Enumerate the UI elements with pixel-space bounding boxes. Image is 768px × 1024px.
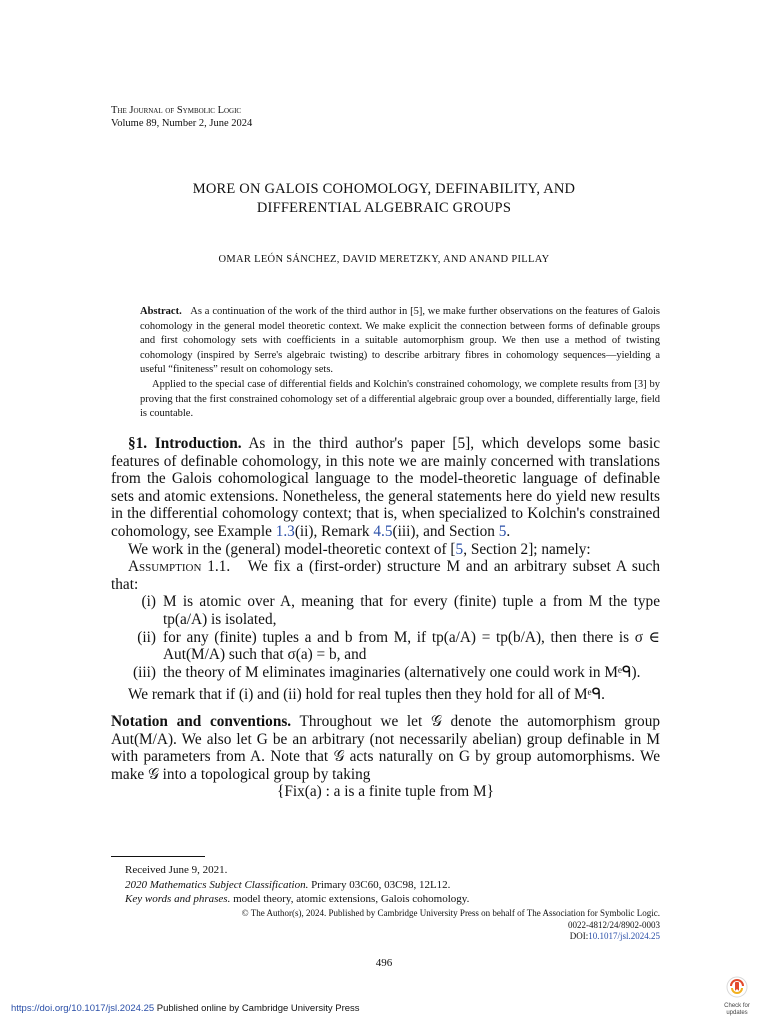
issn-line: 0022-4812/24/8902-0003: [568, 919, 660, 930]
intro-text-d: .: [506, 522, 511, 540]
notation-text: Throughout we let 𝒢 denote the automorphism group Aut(M/A). We also let G be an arbitrary (not necessarily abelian) group definable in M with parameters from A. Note that 𝒢 acts naturally on G by group automorphisms. We make 𝒢 into a topological group by taking: [111, 712, 660, 783]
assumption-label: Assumption 1.1.: [128, 558, 231, 576]
ref-section[interactable]: 5: [498, 522, 507, 540]
assumption: [111, 558, 660, 593]
ref-remark[interactable]: 4.5: [373, 522, 393, 540]
display-formula: {Fix(a) : a is a finite tuple from M}: [277, 783, 494, 801]
check-for-updates-badge[interactable]: [716, 976, 758, 1018]
keywords-line: [125, 892, 660, 907]
keywords-value: model theory, atomic extensions, Galois cohomology.: [233, 893, 470, 905]
badge-line-2: updates: [726, 1010, 748, 1016]
bottom-bar: [11, 1003, 360, 1014]
paper-title: [0, 180, 768, 218]
abstract-text-1: As a continuation of the work of the third author in [5], we make further observations on the features of Galois cohomology in the general model theoretic context. We make explicit the connection between forms of definable groups and first cohomology sets with coefficients in a suitable automorphism group. We then use a method of twisting cohomology (inspired by Serre's algebraic twisting) to describe arbitrary fibres in cohomology sequences—yielding a useful “finiteness” result on cohomology sets.: [140, 306, 661, 376]
check-for-updates-icon: [726, 976, 748, 998]
context-text-a: We work in the (general) model-theoretic context of [: [128, 540, 456, 558]
footnote-rule: [111, 856, 205, 857]
remark-paragraph: We remark that if (i) and (ii) hold for real tuples then they hold for all of Mᵉᑫ.: [128, 686, 606, 704]
intro-text-b: (ii), Remark: [294, 522, 374, 540]
main-text: [111, 435, 660, 801]
abstract-paragraph-2: Applied to the special case of differential fields and Kolchin's constrained cohomology, we complete results from [3] by proving that the first constrained cohomology set of a differential algebraic group over a bounded, differentially large, field is countable.: [140, 378, 660, 420]
assumption-text: We fix a (first-order) structure M and an arbitrary subset A such that:: [111, 558, 660, 593]
list-item-label: (iii): [133, 663, 156, 681]
ref-example[interactable]: 1.3: [275, 522, 295, 540]
title-line-2: DIFFERENTIAL ALGEBRAIC GROUPS: [256, 200, 512, 216]
list-item-text: for any (finite) tuples a and b from M, if tp(a/A) = tp(b/A), then there is σ ∈ Aut(M/A) such that σ(a) = b, and: [163, 628, 660, 664]
list-item-label: (ii): [137, 628, 156, 646]
abstract: [140, 305, 660, 422]
keywords-label: Key words and phrases.: [125, 893, 231, 905]
journal-header: [111, 104, 252, 130]
list-item: [111, 629, 660, 664]
section-heading: §1. Introduction.: [128, 435, 242, 452]
intro-text-c: (iii), and Section: [392, 522, 499, 540]
abstract-paragraph-1: [140, 305, 660, 378]
journal-volume: Volume 89, Number 2, June 2024: [111, 118, 253, 129]
abstract-label: Abstract.: [140, 306, 182, 317]
ref-5[interactable]: 5: [455, 540, 464, 558]
notation-heading: Notation and conventions.: [111, 712, 292, 730]
bottom-doi-link[interactable]: https://doi.org/10.1017/jsl.2024.25: [11, 1003, 155, 1014]
context-text-b: , Section 2]; namely:: [463, 540, 591, 558]
copyright-line: © The Author(s), 2024. Published by Cambridge University Press on behalf of The Association for Symbolic Logic.: [241, 908, 660, 918]
journal-name: The Journal of Symbolic Logic: [111, 105, 242, 116]
doi-link[interactable]: 10.1017/jsl.2024.25: [588, 931, 660, 941]
notation-paragraph: [111, 713, 660, 783]
msc-value: Primary 03C60, 03C98, 12L12.: [311, 878, 451, 891]
intro-text-a: As in the third author's paper [5], which develops some basic features of definable cohomology, in this note we are mainly concerned with translations from the Galois cohomological language to the model-theoretic language of definable sets and atomic extensions. Nonetheless, the general statements here do yield new results in the differential cohomology context; that is, when specialized to Kolchin's constrained cohomology, see Example: [111, 435, 660, 540]
intro-paragraph: [111, 435, 660, 541]
published-online: Published online by Cambridge University Press: [156, 1003, 360, 1014]
list-item: [111, 664, 660, 682]
doi-line: [111, 931, 660, 943]
received-date: Received June 9, 2021.: [125, 864, 228, 876]
page-number: 496: [375, 957, 393, 969]
context-paragraph: [111, 541, 660, 559]
authors: OMAR LEÓN SÁNCHEZ, DAVID MERETZKY, AND ANAND PILLAY: [218, 254, 550, 265]
msc-line: [125, 878, 660, 893]
list-item-text: M is atomic over A, meaning that for every (finite) tuple a from M the type tp(a/A) is isolated,: [163, 593, 660, 628]
badge-line-1: Check for: [724, 1003, 750, 1009]
msc-label: 2020 Mathematics Subject Classification.: [125, 878, 309, 891]
assumption-list: [111, 593, 660, 681]
copyright-block: [111, 908, 660, 943]
list-item-label: (i): [141, 593, 156, 611]
footnotes: [125, 863, 660, 907]
title-line-1: MORE ON GALOIS COHOMOLOGY, DEFINABILITY, AND: [192, 181, 576, 197]
doi-label: DOI:: [569, 931, 589, 941]
list-item: [111, 593, 660, 628]
list-item-text: the theory of M eliminates imaginaries (alternatively one could work in Mᵉᑫ).: [163, 663, 641, 681]
